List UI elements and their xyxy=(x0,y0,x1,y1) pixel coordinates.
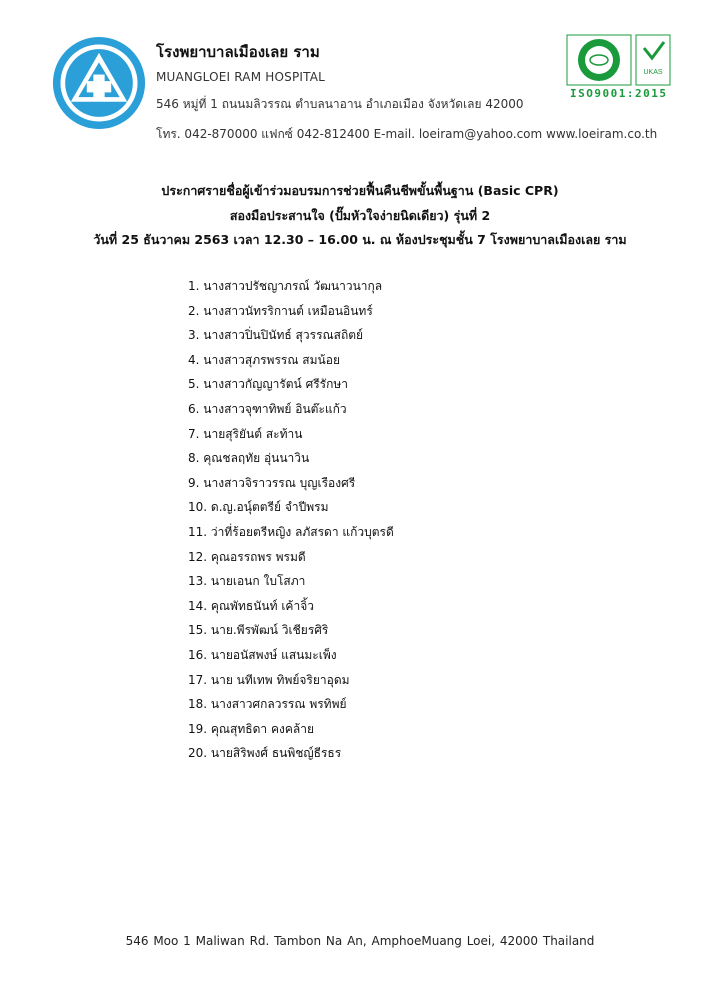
list-item: 10. ด.ญ.อนุ์ตตรีย์ จำปีพรม xyxy=(188,500,329,515)
hospital-name-thai: โรงพยาบาลเมืองเลย ราม xyxy=(156,43,320,61)
announcement-subtitle: สองมือประสานใจ (ปั๊มหัวใจง่ายนิดเดียว) รุ่นที่ 2 xyxy=(229,208,491,223)
list-item: 9. นางสาวจิราวรรณ บุญเรืองศรี xyxy=(188,475,356,490)
list-item: 5. นางสาวกัญญารัตน์ ศรีรักษา xyxy=(188,377,348,392)
announcement-title: ประกาศรายชื่อผู้เข้าร่วมอบรมการช่วยฟื้นคืนชีพขั้นพื้นฐาน (Basic CPR) xyxy=(161,183,559,198)
ukas-label: UKAS xyxy=(643,69,663,76)
list-item: 8. คุณชลฤทัย อุ่นนาวิน xyxy=(188,451,310,466)
list-item: 12. คุณอรรถพร พรมดี xyxy=(188,549,306,564)
list-item: 13. นายเอนก ใบโสภา xyxy=(188,574,306,589)
hospital-contact: โทร. 042-870000 แฟกซ์ 042-812400 E-mail. loeiram@yahoo.com www.loeiram.co.th xyxy=(156,127,658,141)
hospital-name-english: MUANGLOEI RAM HOSPITAL xyxy=(156,70,326,84)
list-item: 6. นางสาวจุฑาทิพย์ อินต๊ะแก้ว xyxy=(188,401,347,416)
list-item: 14. คุณพัทธนันท์ เค้าจิ้ว xyxy=(188,598,314,613)
list-item: 19. คุณสุทธิดา คงคล้าย xyxy=(188,721,314,736)
list-item: 2. นางสาวนัทรริกานต์ เหมือนอินทร์ xyxy=(188,303,373,318)
announcement-date-venue: วันที่ 25 ธันวาคม 2563 เวลา 12.30 – 16.00 น. ณ ห้องประชุมชั้น 7 โรงพยาบาลเมืองเลย ราม xyxy=(93,232,627,247)
list-item: 20. นายสิริพงศ์ ธนพิชญ์ธีรธร xyxy=(188,746,342,761)
list-item: 7. นายสุริยันต์ สะท้าน xyxy=(188,426,303,441)
list-item: 1. นางสาวปรัชญาภรณ์ วัฒนาวนากุล xyxy=(188,279,383,293)
hospital-logo xyxy=(52,36,146,130)
hospital-address: 546 หมู่ที่ 1 ถนนมลิวรรณ ตำบลนาอาน อำเภอเมือง จังหวัดเลย 42000 xyxy=(156,97,524,111)
participant-list xyxy=(188,274,394,766)
list-item: 16. นายอนัสพงษ์ แสนมะเพ็ง xyxy=(188,647,337,662)
iso-standard-label: ISO9001:2015 xyxy=(570,87,668,100)
list-item: 18. นางสาวศกลวรรณ พรทิพย์ xyxy=(188,697,347,712)
list-item: 11. ว่าที่ร้อยตรีหญิง ลภัสรดา แก้วบุตรดี xyxy=(188,524,394,539)
list-item: 15. นาย.พีรพัฒน์ วิเชียรศิริ xyxy=(188,623,329,638)
list-item: 17. นาย นทีเทพ ทิพย์จริยาอุดม xyxy=(188,672,350,687)
list-item: 4. นางสาวสุภรพรรณ สมน้อย xyxy=(188,352,340,367)
footer-address: 546 Moo 1 Maliwan Rd. Tambon Na An, AmphoeMuang Loei, 42000 Thailand xyxy=(125,934,595,948)
list-item: 3. นางสาวปิ่นปินัทธ์ สุวรรณสถิตย์ xyxy=(188,328,364,343)
